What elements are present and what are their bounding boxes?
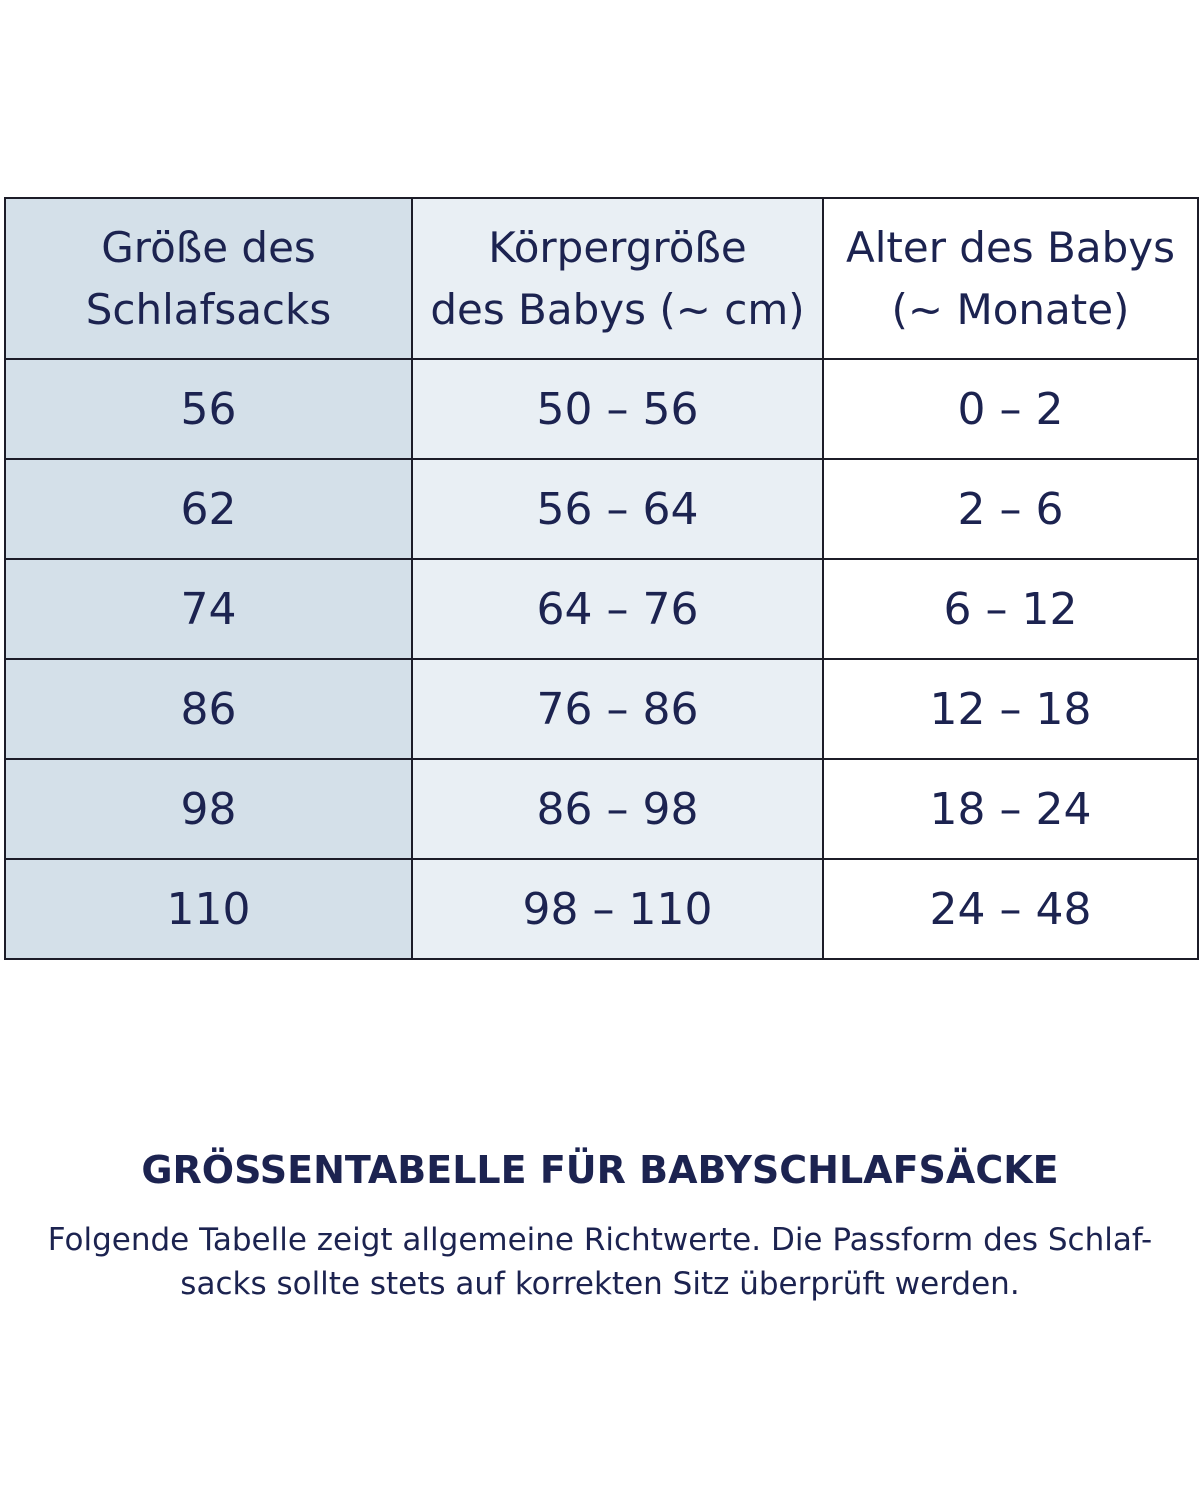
table-row [5,459,1198,559]
table-row [5,859,1198,959]
description [0,1218,1200,1306]
cell-age: 6 – 12 [823,559,1198,659]
cell-age: 12 – 18 [823,659,1198,759]
cell-size: 110 [5,859,412,959]
cell-age: 24 – 48 [823,859,1198,959]
header-baby-age: Alter des Babys (~ Monate) [823,198,1198,359]
cell-height: 98 – 110 [412,859,823,959]
cell-height: 76 – 86 [412,659,823,759]
cell-height: 50 – 56 [412,359,823,459]
header-body-height: Körpergröße des Babys (~ cm) [412,198,823,359]
table-row [5,759,1198,859]
page-title: GRÖSSENTABELLE FÜR BABYSCHLAFSÄCKE [141,1148,1059,1192]
table-header-row [5,198,1198,359]
cell-size: 98 [5,759,412,859]
header-sleeping-bag-size: Größe des Schlafsacks [5,198,412,359]
cell-size: 56 [5,359,412,459]
table-row [5,359,1198,459]
cell-size: 62 [5,459,412,559]
table-row [5,659,1198,759]
cell-height: 86 – 98 [412,759,823,859]
description-line: Folgende Tabelle zeigt allgemeine Richtwerte. Die Passform des Schlaf- [47,1222,1153,1258]
cell-size: 74 [5,559,412,659]
cell-height: 64 – 76 [412,559,823,659]
table-row [5,559,1198,659]
size-table [4,197,1199,960]
cell-size: 86 [5,659,412,759]
description-line: sacks sollte stets auf korrekten Sitz überprüft werden. [180,1266,1020,1302]
cell-age: 18 – 24 [823,759,1198,859]
cell-age: 2 – 6 [823,459,1198,559]
cell-age: 0 – 2 [823,359,1198,459]
cell-height: 56 – 64 [412,459,823,559]
